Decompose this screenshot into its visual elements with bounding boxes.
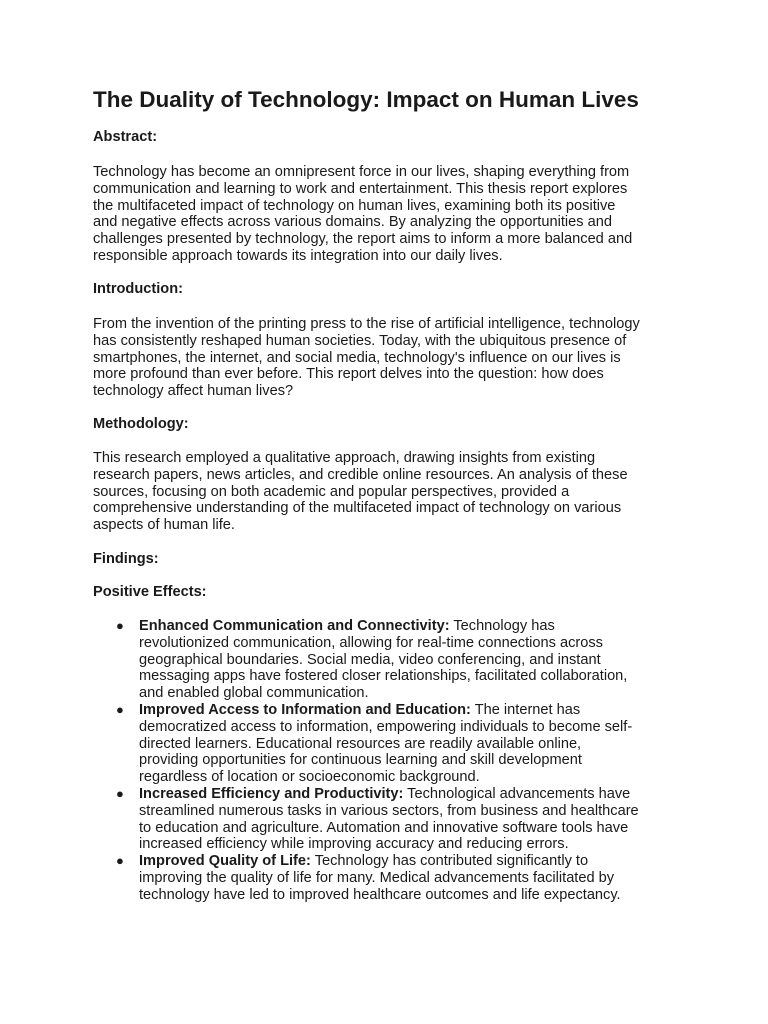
list-item-text: Technological advancements have streamlined numerous tasks in various sectors, from business and healthcare to education and agriculture. Automation and innovative software tools have increased efficiency while improving accuracy and reducing errors.: [139, 785, 639, 853]
introduction-text: From the invention of the printing press to the rise of artificial intelligence, technology has consistently reshaped human societies. Today, with the ubiquitous presence of smartphones, the internet, and social media, technology's influence on our lives is more profound than ever before. This report delves into the question: how does technology affect human lives?: [93, 316, 640, 400]
bullet-icon: ●: [116, 785, 124, 801]
list-item-text: Technology has contributed significantly to improving the quality of life for many. Medical advancements facilitated by technology have led to improved healthcare outcomes and life expectancy.: [139, 853, 621, 903]
bullet-icon: ●: [116, 701, 124, 717]
list-item-text: The internet has democratized access to information, empowering individuals to become self- directed learners. Educational resources are readily available online, providing opportunities for continuous learning and skill development regardless of location or socioeconomic background.: [139, 701, 633, 786]
list-item-title: Increased Efficiency and Productivity:: [139, 785, 404, 802]
introduction-heading: Introduction:: [93, 281, 183, 297]
positive-effects-list: [93, 618, 683, 904]
list-item: [93, 702, 683, 786]
positive-effects-heading: Positive Effects:: [93, 584, 207, 600]
list-item-title: Improved Quality of Life:: [139, 853, 311, 870]
list-item: [93, 786, 683, 853]
list-item: [93, 618, 683, 702]
methodology-heading: Methodology:: [93, 416, 189, 432]
findings-heading: Findings:: [93, 551, 159, 567]
list-item-title: Improved Access to Information and Education:: [139, 701, 471, 718]
bullet-icon: ●: [116, 853, 124, 869]
methodology-text: This research employed a qualitative approach, drawing insights from existing research papers, news articles, and credible online resources. An analysis of these sources, focusing on both academic and popular perspectives, provided a comprehensive understanding of the multifaceted impact of technology on various aspects of human life.: [93, 450, 628, 534]
bullet-icon: ●: [116, 618, 124, 633]
document-page: [93, 86, 683, 903]
abstract-heading: Abstract:: [93, 129, 158, 145]
list-item: [93, 853, 683, 903]
list-item-title: Enhanced Communication and Connectivity:: [139, 618, 450, 634]
document-title: The Duality of Technology: Impact on Human Lives: [93, 87, 639, 112]
list-item-text: Technology has revolutionized communication, allowing for real-time connections across geographical boundaries. Social media, video conferencing, and instant messaging apps have fostered closer relationships, facilitated collaboration, and enabled global communication.: [139, 618, 628, 702]
abstract-text: Technology has become an omnipresent force in our lives, shaping everything from communication and learning to work and entertainment. This thesis report explores the multifaceted impact of technology on human lives, examining both its positive and negative effects across various domains. By analyzing the opportunities and challenges presented by technology, the report aims to inform a more balanced and responsible approach towards its integration into our daily lives.: [93, 164, 633, 264]
